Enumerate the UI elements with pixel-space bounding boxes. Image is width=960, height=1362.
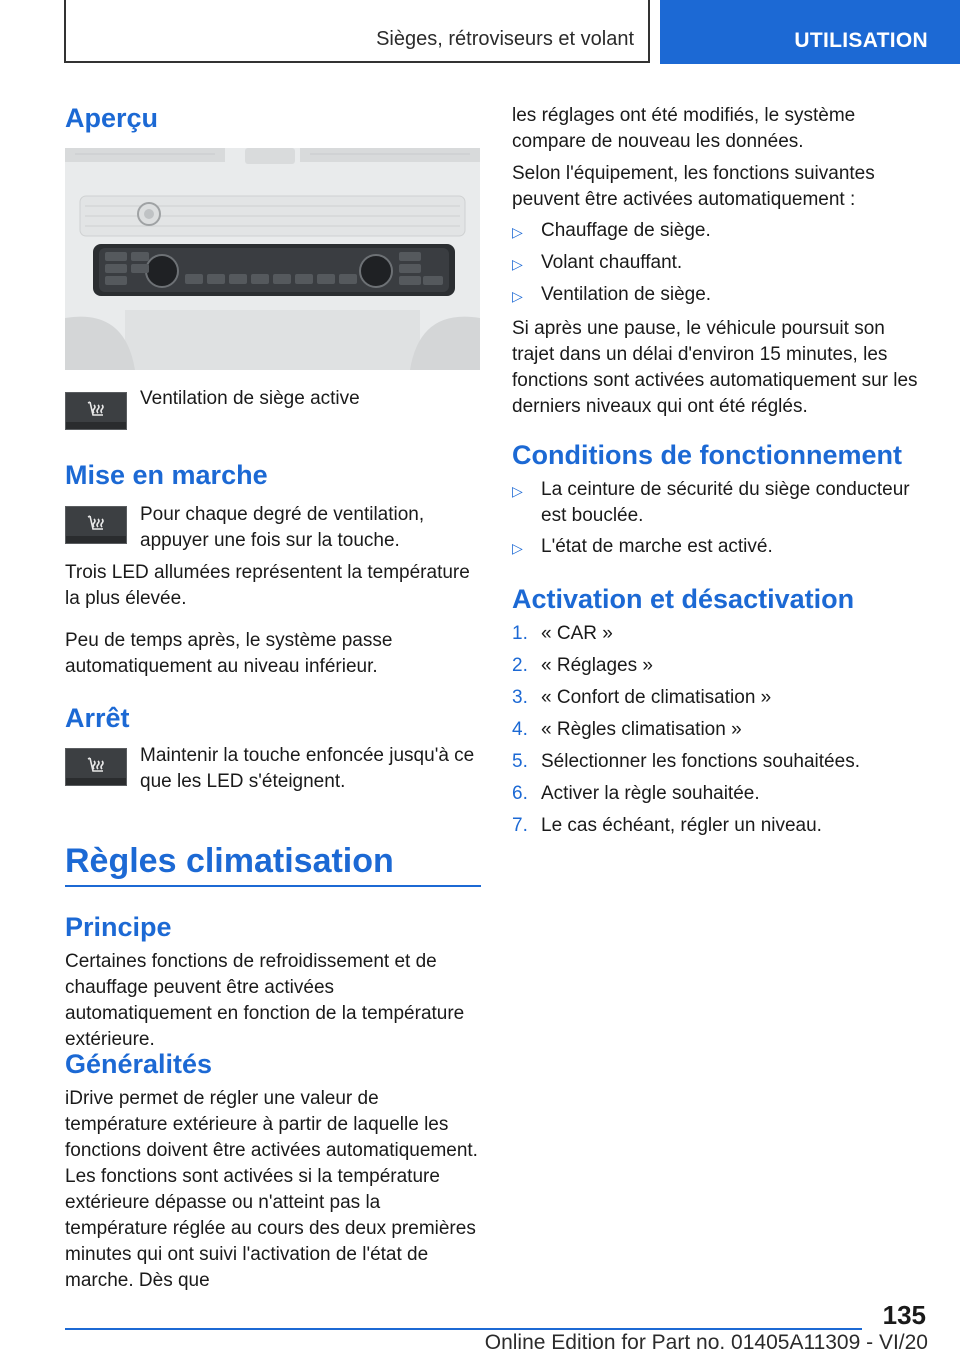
heading-principe: Principe bbox=[65, 912, 172, 942]
list-item-text: Volant chauffant. bbox=[541, 252, 683, 273]
list-item bbox=[512, 250, 928, 276]
list-item-text: L'état de marche est activé. bbox=[541, 536, 773, 557]
step-number: 4. bbox=[512, 719, 528, 740]
arret-text: Maintenir la touche enfoncée jusqu'à ce que les LED s'éteignent. bbox=[140, 745, 475, 792]
generalites-paragraph-2: Les fonctions sont activées si la température extérieure dépasse ou n'atteint pas la température réglée au cours des deux premières minutes qui ont suivi l'activation de l'état de marche. Dès que bbox=[65, 1166, 476, 1291]
page-number: 135 bbox=[882, 1300, 926, 1330]
list-item bbox=[512, 282, 928, 308]
step-item bbox=[512, 749, 928, 775]
list-item bbox=[512, 477, 928, 529]
step-number: 1. bbox=[512, 623, 528, 644]
seat-ventilation-glyph bbox=[66, 507, 126, 543]
climate-control-photo bbox=[65, 148, 480, 370]
section-title: Sièges, rétroviseurs et volant bbox=[376, 28, 634, 50]
footer-rule bbox=[65, 1328, 862, 1330]
step-text: Activer la règle souhaitée. bbox=[541, 783, 760, 804]
step-item bbox=[512, 653, 928, 679]
step-text: « Confort de climatisation » bbox=[541, 687, 772, 708]
triangle-right-icon: ▷ bbox=[512, 224, 523, 240]
list-item bbox=[512, 218, 928, 244]
heading-apercu: Aperçu bbox=[65, 103, 159, 133]
step-number: 2. bbox=[512, 655, 528, 676]
climate-panel-illustration bbox=[65, 148, 480, 370]
step-item bbox=[512, 781, 928, 807]
step-item bbox=[512, 685, 928, 711]
header-frame bbox=[64, 0, 650, 63]
seat-ventilation-glyph bbox=[66, 749, 126, 785]
step-text: Le cas échéant, régler un niveau. bbox=[541, 815, 822, 836]
step-text: Sélectionner les fonctions souhaitées. bbox=[541, 751, 860, 772]
step-number: 6. bbox=[512, 783, 528, 804]
triangle-right-icon: ▷ bbox=[512, 483, 523, 499]
seat-ventilation-glyph bbox=[66, 393, 126, 429]
list-item-text: Ventilation de siège. bbox=[541, 284, 712, 305]
right-paragraph-3: Si après une pause, le véhicule poursuit son trajet dans un délai d'environ 15 minutes, les fonctions sont activées automatiquement sur les derniers niveaux qui ont été réglés. bbox=[512, 318, 918, 417]
chapter-tab bbox=[660, 0, 960, 64]
heading-regles-climatisation: Règles climatisation bbox=[65, 842, 394, 880]
seat-ventilation-icon bbox=[65, 392, 127, 430]
page-header bbox=[0, 0, 960, 66]
step-number: 7. bbox=[512, 815, 528, 836]
heading-arret: Arrêt bbox=[65, 703, 130, 733]
mise-paragraph-1: Trois LED allumées représentent la température la plus élevée. bbox=[65, 562, 470, 609]
heading-rule bbox=[65, 885, 481, 887]
seat-ventilation-icon bbox=[65, 506, 127, 544]
step-number: 5. bbox=[512, 751, 528, 772]
list-item-text: Chauffage de siège. bbox=[541, 220, 711, 241]
icon-caption: Ventilation de siège active bbox=[140, 388, 360, 409]
principe-text: Certaines fonctions de refroidissement et de chauffage peuvent être activées automatiquement en fonction de la température extérieure. bbox=[65, 951, 465, 1050]
generalites-paragraph-1: iDrive permet de régler une valeur de température extérieure à partir de laquelle les fonctions doivent être activées automatiquement. bbox=[65, 1088, 478, 1161]
step-text: « Règles climatisation » bbox=[541, 719, 742, 740]
step-text: « CAR » bbox=[541, 623, 613, 644]
list-item bbox=[512, 534, 928, 560]
heading-mise-en-marche: Mise en marche bbox=[65, 460, 268, 490]
triangle-right-icon: ▷ bbox=[512, 288, 523, 304]
heading-generalites: Généralités bbox=[65, 1049, 213, 1079]
step-item bbox=[512, 621, 928, 647]
triangle-right-icon: ▷ bbox=[512, 256, 523, 272]
step-item bbox=[512, 717, 928, 743]
right-paragraph-1: les réglages ont été modifiés, le système compare de nouveau les données. bbox=[512, 105, 856, 152]
heading-conditions: Conditions de fonctionnement bbox=[512, 440, 902, 470]
chapter-tab-label: UTILISATION bbox=[794, 29, 928, 52]
triangle-right-icon: ▷ bbox=[512, 540, 523, 556]
step-item bbox=[512, 813, 928, 839]
heading-activation: Activation et désactivation bbox=[512, 584, 855, 614]
step-text: « Réglages » bbox=[541, 655, 653, 676]
mise-text: Pour chaque degré de ventilation, appuyer une fois sur la touche. bbox=[140, 504, 425, 551]
list-item-text: La ceinture de sécurité du siège conducteur est bouclée. bbox=[541, 479, 910, 526]
edition-note: Online Edition for Part no. 01405A11309 - VI/20 bbox=[484, 1331, 928, 1354]
seat-ventilation-icon bbox=[65, 748, 127, 786]
step-number: 3. bbox=[512, 687, 528, 708]
right-paragraph-2: Selon l'équipement, les fonctions suivantes peuvent être activées automatiquement : bbox=[512, 163, 875, 210]
mise-paragraph-2: Peu de temps après, le système passe automatiquement au niveau inférieur. bbox=[65, 630, 393, 677]
